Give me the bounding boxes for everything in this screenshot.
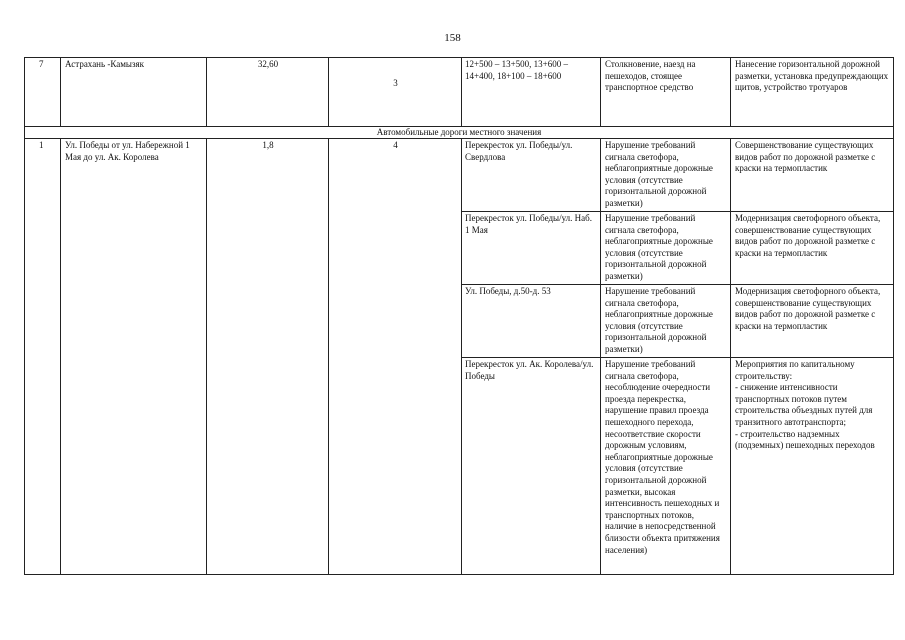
accident-location: 12+500 – 13+500, 13+600 – 14+400, 18+100 – 18+600 xyxy=(462,58,601,127)
row-number: 1 xyxy=(25,139,61,575)
safety-measure: Мероприятия по капитальному строительству: - снижение интенсивности транспортных потоков путем строительства объездных путей для транзитного автотранспорта; - строительство надземных (подземных) пешеходных переходов xyxy=(731,358,894,575)
accident-location: Перекресток ул. Победы/ул. Свердлова xyxy=(462,139,601,212)
road-name: Астрахань -Камызяк xyxy=(61,58,207,127)
accident-cause: Нарушение требований сигнала светофора, неблагоприятные дорожные условия (отсутствие горизонтальной дорожной разметки) xyxy=(601,212,731,285)
road-length: 1,8 xyxy=(207,139,329,575)
lane-count: 3 xyxy=(329,58,462,127)
row-number: 7 xyxy=(25,58,61,127)
page-number: 158 xyxy=(444,32,461,44)
accident-location: Перекресток ул. Победы/ул. Наб. 1 Мая xyxy=(462,212,601,285)
road-name: Ул. Победы от ул. Набережной 1 Мая до ул. Ак. Королева xyxy=(61,139,207,575)
safety-measure: Совершенствование существующих видов работ по дорожной разметке с краски на термопластик xyxy=(731,139,894,212)
accident-cause: Нарушение требований сигнала светофора, несоблюдение очередности проезда перекрестка, нарушение правил проезда пешеходного перехода, несоответствие скорости дорожным условиям, неблагоприятные дорожные условия (отсутствие горизонтальной дорожной разметки, высокая интенсивность пешеходных и транспортных потоков, наличие в непосредственной близости объекта притяжения населения) xyxy=(601,358,731,575)
accident-location: Перекресток ул. Ак. Королева/ул. Победы xyxy=(462,358,601,575)
safety-measure: Модернизация светофорного объекта, совершенствование существующих видов работ по дорожной разметке с краски на термопластик xyxy=(731,285,894,358)
table-row xyxy=(25,139,894,212)
road-length: 32,60 xyxy=(207,58,329,127)
accident-cause: Нарушение требований сигнала светофора, неблагоприятные дорожные условия (отсутствие горизонтальной дорожной разметки) xyxy=(601,139,731,212)
road-safety-table xyxy=(24,57,894,575)
lane-count: 4 xyxy=(329,139,462,575)
safety-measure: Нанесение горизонтальной дорожной разметки, установка предупреждающих щитов, устройство тротуаров xyxy=(731,58,894,127)
section-title: Автомобильные дороги местного значения xyxy=(25,127,894,139)
accident-location: Ул. Победы, д.50-д. 53 xyxy=(462,285,601,358)
table-row xyxy=(25,58,894,127)
accident-cause: Нарушение требований сигнала светофора, неблагоприятные дорожные условия (отсутствие горизонтальной дорожной разметки) xyxy=(601,285,731,358)
accident-cause: Столкновение, наезд на пешеходов, стоящее транспортное средство xyxy=(601,58,731,127)
section-header-row xyxy=(25,127,894,139)
safety-measure: Модернизация светофорного объекта, совершенствование существующих видов работ по дорожной разметке с краски на термопластик xyxy=(731,212,894,285)
